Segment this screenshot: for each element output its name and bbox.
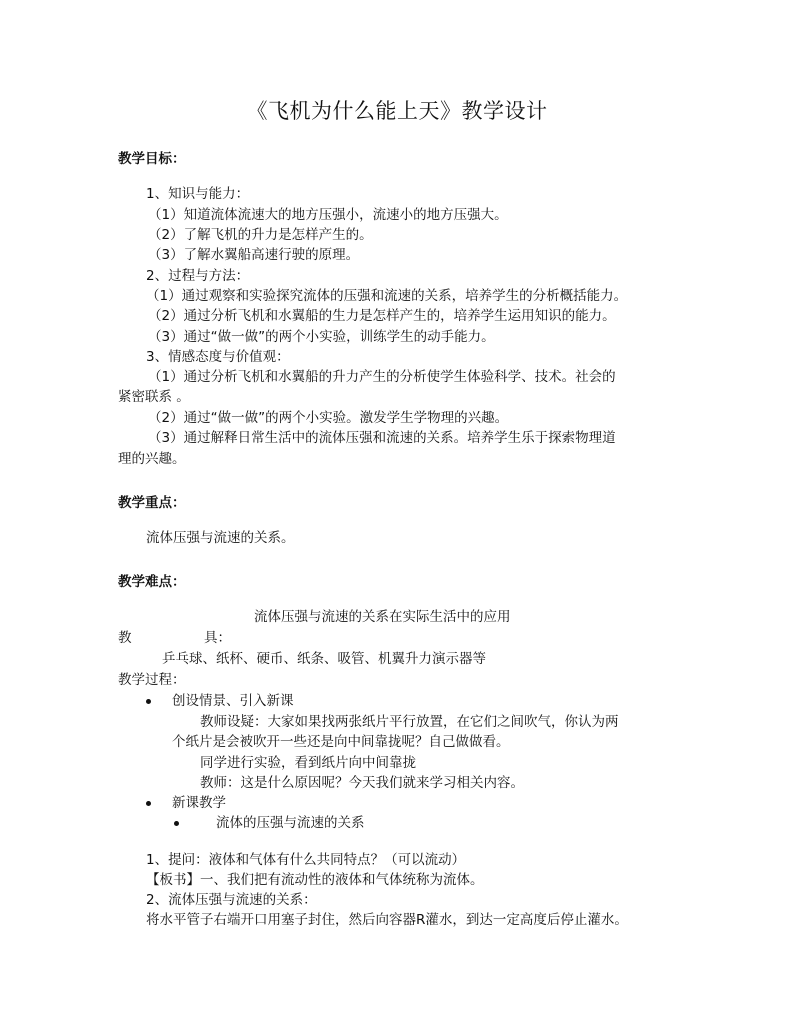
teacher-question-line-1: 教师设疑：大家如果找两张纸片平行放置，在它们之间吹气，你认为两 <box>200 714 619 730</box>
students-experiment: 同学进行实验，看到纸片向中间靠拢 <box>200 755 416 771</box>
teacher-answer: 教师：这是什么原因呢？今天我们就来学习相关内容。 <box>200 775 524 791</box>
tools-label-2: 具： <box>204 630 231 646</box>
subsection-title: 流体的压强与流速的关系 <box>216 815 365 831</box>
knowledge-item-1: （1）知道流体流速大的地方压强小，流速小的地方压强大。 <box>148 207 508 223</box>
section-2-title: 新课教学 <box>172 795 226 811</box>
knowledge-item-2: （2）了解飞机的升力是怎样产生的。 <box>148 227 373 243</box>
process-heading: 教学过程： <box>118 672 186 688</box>
difficulty-text: 流体压强与流速的关系在实际生活中的应用 <box>254 609 511 625</box>
emotion-label: 3、情感态度与价值观： <box>146 349 290 365</box>
board-note: 【板书】一、我们把有流动性的液体和气体统称为流体。 <box>146 872 484 888</box>
tools-text: 乒乓球、纸杯、硬币、纸条、吸管、机翼升力演示器等 <box>162 651 486 667</box>
teacher-question-line-2: 个纸片是会被吹开一些还是向中间靠拢呢？自己做做看。 <box>172 734 510 750</box>
emotion-item-3-line-1: （3）通过解释日常生活中的流体压强和流速的关系。培养学生乐于探索物理道 <box>148 430 616 446</box>
knowledge-label: 1、知识与能力： <box>146 186 250 202</box>
question-1: 1、提问：液体和气体有什么共同特点？（可以流动） <box>146 852 466 868</box>
key-point-heading: 教学重点： <box>118 495 186 511</box>
emotion-item-1-line-1: （1）通过分析飞机和水翼船的升力产生的分析使学生体验科学、技术。社会的 <box>148 369 616 385</box>
emotion-item-3-line-2: 理的兴趣。 <box>118 451 186 467</box>
page-title: 《飞机为什么能上天》教学设计 <box>246 99 548 123</box>
process-method-item-2: （2）通过分析飞机和水翼船的生力是怎样产生的，培养学生运用知识的能力。 <box>148 308 616 324</box>
process-method-item-1: （1）通过观察和实验探究流体的压强和流速的关系，培养学生的分析概括能力。 <box>146 288 628 304</box>
emotion-item-2: （2）通过“做一做”的两个小实验。激发学生学物理的兴趣。 <box>148 410 509 426</box>
bullet-icon <box>174 821 179 826</box>
process-method-label: 2、过程与方法： <box>146 268 250 284</box>
question-2: 2、流体压强与流速的关系： <box>146 892 317 908</box>
tools-label-1: 教 <box>118 630 132 646</box>
experiment-description: 将水平管子右端开口用塞子封住，然后向容器R灌水，到达一定高度后停止灌水。 <box>146 912 628 928</box>
knowledge-item-3: （3）了解水翼船高速行驶的原理。 <box>148 247 360 263</box>
bullet-icon <box>146 699 151 704</box>
difficulty-heading: 教学难点： <box>118 574 186 590</box>
emotion-item-1-line-2: 紧密联系 。 <box>118 389 190 405</box>
objectives-heading: 教学目标： <box>118 151 186 167</box>
key-point-text: 流体压强与流速的关系。 <box>146 530 295 546</box>
bullet-icon <box>146 801 151 806</box>
section-1-title: 创设情景、引入新课 <box>172 693 294 709</box>
process-method-item-3: （3）通过“做一做”的两个小实验，训练学生的动手能力。 <box>148 329 495 345</box>
